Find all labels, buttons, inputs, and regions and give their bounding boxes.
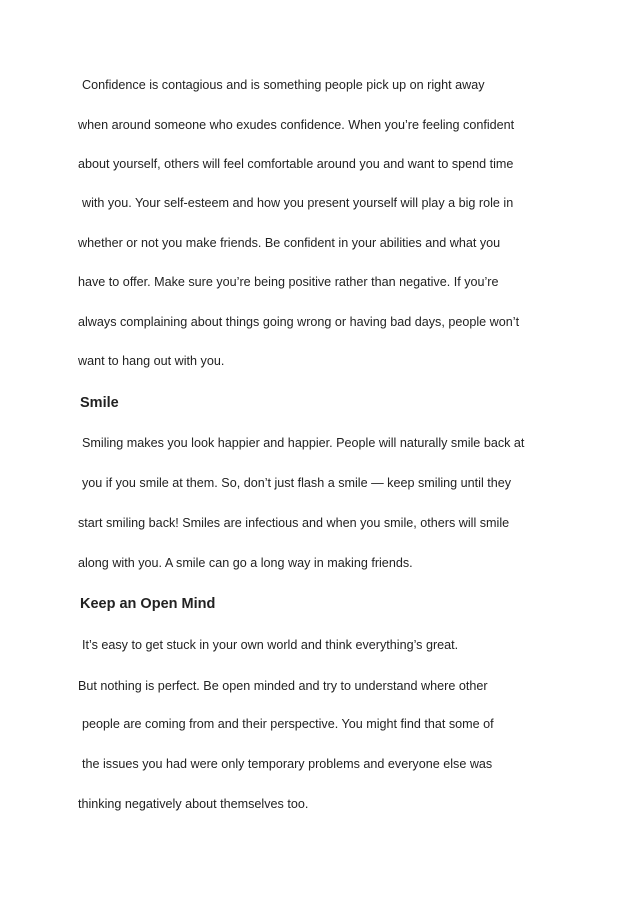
- paragraph-3-line-5: thinking negatively about themselves too.: [78, 797, 309, 811]
- section-heading-open-mind: Keep an Open Mind: [80, 596, 216, 612]
- paragraph-2-line-1: Smiling makes you look happier and happier. People will naturally smile back at: [82, 436, 525, 450]
- paragraph-3-line-2: But nothing is perfect. Be open minded and try to understand where other: [78, 679, 488, 693]
- paragraph-3-line-3: people are coming from and their perspective. You might find that some of: [82, 717, 494, 731]
- paragraph-1-line-7: always complaining about things going wrong or having bad days, people won’t: [78, 315, 520, 329]
- section-heading-smile: Smile: [80, 395, 119, 411]
- paragraph-1-line-3: about yourself, others will feel comfortable around you and want to spend time: [78, 157, 514, 171]
- paragraph-2-line-3: start smiling back! Smiles are infectious and when you smile, others will smile: [78, 516, 510, 530]
- paragraph-1-line-5: whether or not you make friends. Be confident in your abilities and what you: [78, 236, 501, 250]
- paragraph-1-line-4: with you. Your self-esteem and how you present yourself will play a big role in: [82, 196, 514, 210]
- paragraph-2-line-2: you if you smile at them. So, don’t just flash a smile — keep smiling until they: [82, 476, 512, 490]
- paragraph-1-line-1: Confidence is contagious and is something people pick up on right away: [82, 78, 485, 92]
- paragraph-3-line-1: It’s easy to get stuck in your own world and think everything’s great.: [82, 638, 459, 652]
- paragraph-1-line-8: want to hang out with you.: [78, 354, 225, 368]
- paragraph-2-line-4: along with you. A smile can go a long way in making friends.: [78, 556, 413, 570]
- paragraph-1-line-2: when around someone who exudes confidence. When you’re feeling confident: [78, 118, 515, 132]
- paragraph-3-line-4: the issues you had were only temporary problems and everyone else was: [82, 757, 493, 771]
- paragraph-1-line-6: have to offer. Make sure you’re being positive rather than negative. If you’re: [78, 275, 499, 289]
